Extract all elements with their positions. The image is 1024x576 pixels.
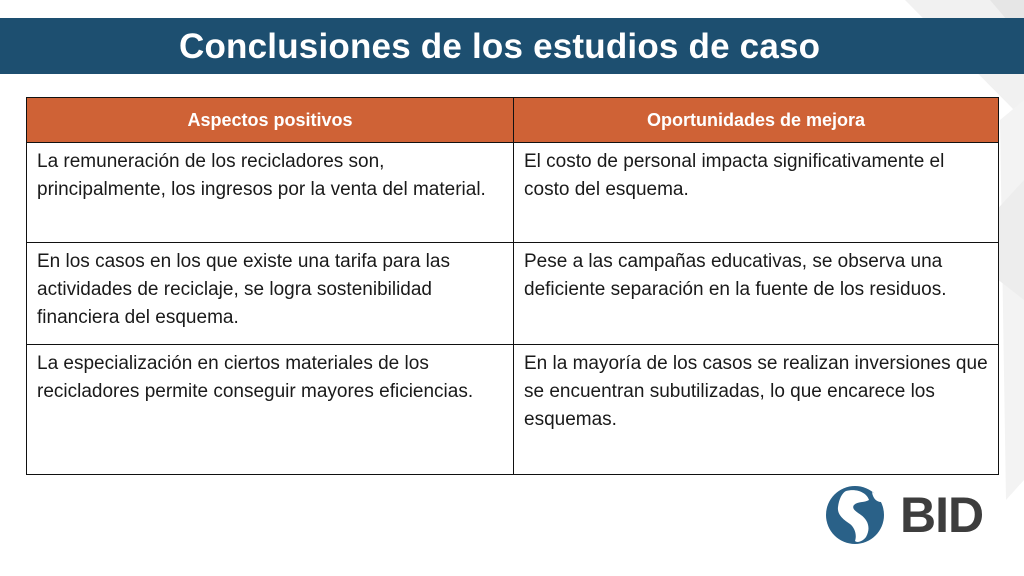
improvement-cell: El costo de personal impacta significativamente el costo del esquema. xyxy=(514,143,999,243)
title-banner xyxy=(0,18,1024,74)
slide-title: Conclusiones de los estudios de caso xyxy=(179,27,821,66)
globe-americas-icon xyxy=(824,484,894,546)
positive-aspect-cell: La remuneración de los recicladores son, principalmente, los ingresos por la venta del material. xyxy=(27,143,514,243)
conclusions-table xyxy=(26,97,999,475)
positive-aspect-cell: La especialización en ciertos materiales de los recicladores permite conseguir mayores eficiencias. xyxy=(27,345,514,475)
header-improvement-opportunities: Oportunidades de mejora xyxy=(514,98,999,143)
improvement-cell: Pese a las campañas educativas, se observa una deficiente separación en la fuente de los residuos. xyxy=(514,243,999,345)
table-row xyxy=(27,143,999,243)
bid-logo xyxy=(824,484,996,546)
table-header-row xyxy=(27,98,999,143)
improvement-cell: En la mayoría de los casos se realizan inversiones que se encuentran subutilizadas, lo que encarece los esquemas. xyxy=(514,345,999,475)
header-positive-aspects: Aspectos positivos xyxy=(27,98,514,143)
positive-aspect-cell: En los casos en los que existe una tarifa para las actividades de reciclaje, se logra sostenibilidad financiera del esquema. xyxy=(27,243,514,345)
logo-wordmark: BID xyxy=(900,487,984,543)
table-row xyxy=(27,243,999,345)
table-row xyxy=(27,345,999,475)
